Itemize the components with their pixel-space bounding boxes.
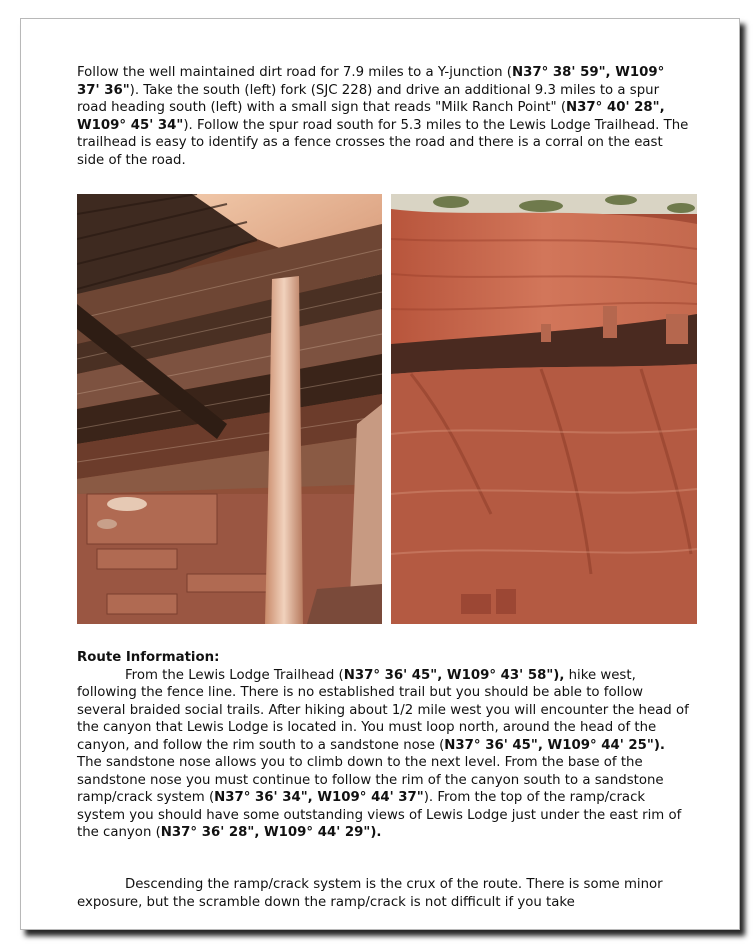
text-run: ). Take the south (left) fork (SJC 228) and drive an additional 9.3 miles to a spur road heading south (left) with a small sign that reads "Milk Ranch Point" (: [77, 82, 660, 115]
gps-coordinate: N37° 38' 59", W109° 37' 36": [77, 65, 665, 98]
text-run: Follow the well maintained dirt road for 7.9 miles to a Y-junction (: [77, 65, 512, 80]
document-page: [20, 18, 740, 930]
crux-paragraph: [77, 876, 689, 911]
photo-cliff-dwelling-alcove: [391, 194, 697, 624]
cliff-alcove-illustration: [391, 194, 697, 624]
text-run: hike west, following the fence line. There is no established trail but you should be able to follow several braided social trails. After hiking about 1/2 mile west you will encounter the head of the canyon that Lewis Lodge is located in. You must loop north, around the head of the canyon, and follow the rim south to a sandstone nose (: [77, 667, 689, 753]
gps-coordinate: N37° 36' 28", W109° 44' 29").: [160, 825, 382, 840]
text-run: Descending the ramp/crack system is the crux of the route. There is some minor exposure, but the scramble down the ramp/crack is not difficult if you take: [77, 877, 663, 910]
gps-coordinate: N37° 40' 28", W109° 45' 34": [77, 100, 665, 133]
gps-coordinate: N37° 36' 45", W109° 44' 25").: [444, 737, 665, 753]
text-run: ). Follow the spur road south for 5.3 miles to the Lewis Lodge Trailhead. The trailhead is easy to identify as a fence crosses the road and there is a corral on the east side of the road.: [77, 117, 689, 168]
text-run: From the Lewis Lodge Trailhead (: [125, 667, 344, 683]
directions-paragraph: [77, 64, 689, 169]
gps-coordinate: N37° 36' 34", W109° 44' 37": [214, 790, 424, 805]
section-heading: Route Information:: [77, 650, 220, 665]
gps-coordinate: N37° 36' 45", W109° 43' 58"),: [343, 667, 565, 683]
kiva-roof-illustration: [77, 194, 382, 624]
route-information-section: [77, 649, 689, 842]
text-run: ). From the top of the ramp/crack system you should have some outstanding views of Lewis Lodge just under the east rim of the canyon (: [77, 790, 682, 840]
photo-kiva-roof-beams: [77, 194, 382, 624]
text-run: The sandstone nose allows you to climb down to the next level. From the base of the sandstone nose you must continue to follow the rim of the canyon south to a sandstone ramp/crack system (: [77, 755, 664, 805]
